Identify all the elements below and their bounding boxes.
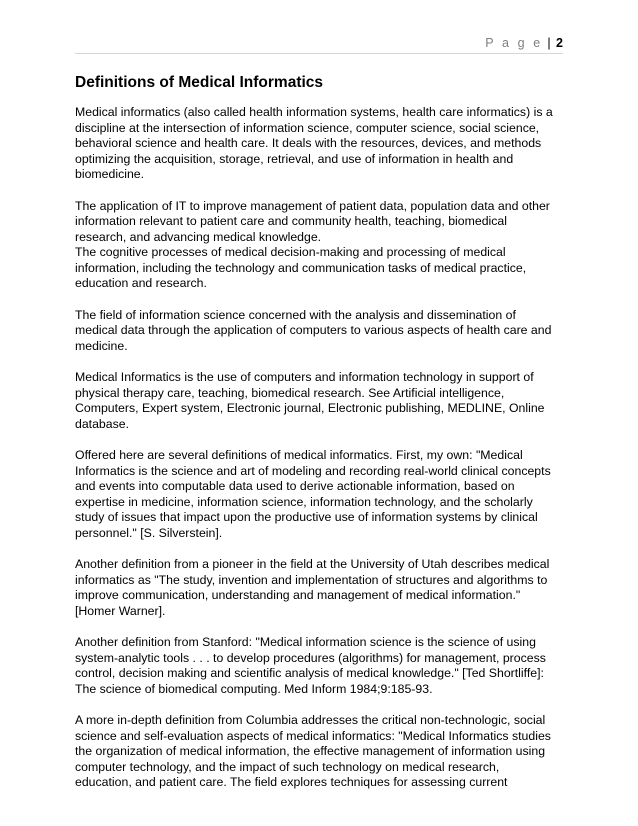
text-line: science and self-evaluation aspects of medical informatics: "Medical Informatics studies bbox=[75, 728, 551, 743]
paragraph-silverstein-definition bbox=[75, 448, 567, 541]
text-line: discipline at the intersection of information science, computer science, social science, bbox=[75, 120, 540, 135]
page-title: Definitions of Medical Informatics bbox=[75, 74, 324, 91]
text-line: medical data through the application of computers to various aspects of health care and bbox=[75, 323, 552, 337]
text-line: education and research. bbox=[75, 276, 207, 290]
text-line: research, and advancing medical knowledge. bbox=[75, 229, 322, 244]
page-header bbox=[75, 35, 563, 54]
text-line: physical therapy care, teaching, biomedical research. See Artificial intelligence, bbox=[75, 385, 505, 400]
text-line: medicine. bbox=[75, 338, 128, 353]
text-line: optimizing the acquisition, storage, retrieval, and use of information in health and bbox=[75, 151, 514, 166]
text-line: Computers, Expert system, Electronic journal, Electronic publishing, MEDLINE, Online bbox=[75, 401, 545, 415]
text-line: education, and patient care. The field explores techniques for assessing current bbox=[75, 775, 508, 789]
text-line: and events into computable data used to derive actionable information, based on bbox=[75, 479, 515, 493]
text-line: improve communication, understanding and management of medical information." bbox=[75, 588, 521, 602]
text-line: Informatics is the science and art of modeling and recording real-world clinical concepts bbox=[75, 463, 551, 478]
page-word: P a g e bbox=[485, 36, 543, 50]
text-line: The science of biomedical computing. Med Inform 1984;9:185-93. bbox=[75, 681, 433, 696]
text-line: Medical informatics (also called health information systems, health care informatics) is a bbox=[75, 105, 553, 119]
text-line: system-analytic tools . . . to develop procedures (algorithms) for management, process bbox=[75, 650, 546, 665]
text-line: control, decision making and scientific analysis of medical knowledge." [Ted Shortliffe]: bbox=[75, 666, 544, 680]
text-line: The field of information science concerned with the analysis and dissemination of bbox=[75, 307, 516, 322]
text-line: Another definition from Stanford: "Medical information science is the science of using bbox=[75, 635, 536, 649]
page-number: 2 bbox=[556, 36, 563, 50]
paragraph-application-of-it bbox=[75, 199, 567, 246]
paragraph-medical-informatics-definition bbox=[75, 105, 567, 183]
text-line: Medical Informatics is the use of computers and information technology in support of bbox=[75, 370, 534, 384]
text-line: personnel." [S. Silverstein]. bbox=[75, 525, 223, 540]
text-line: A more in-depth definition from Columbia addresses the critical non-technologic, social bbox=[75, 713, 546, 727]
paragraph-columbia-definition bbox=[75, 713, 567, 791]
text-line: The cognitive processes of medical decision-making and processing of medical bbox=[75, 245, 506, 259]
paragraph-stanford-definition bbox=[75, 635, 567, 697]
page-separator: | bbox=[547, 36, 551, 50]
text-line: computer technology, and the impact of such technology on medical research, bbox=[75, 759, 500, 774]
text-line: information, including the technology and communication tasks of medical practice, bbox=[75, 260, 527, 275]
paragraph-cognitive-processes bbox=[75, 245, 567, 292]
page-number-label bbox=[485, 35, 563, 51]
text-line: [Homer Warner]. bbox=[75, 603, 166, 618]
text-line: expertise in medicine, information science, information technology, and the scholarly bbox=[75, 494, 533, 509]
paragraph-information-science-field bbox=[75, 308, 567, 355]
text-line: information relevant to patient care and community health, teaching, biomedical bbox=[75, 214, 508, 228]
paragraph-utah-definition bbox=[75, 557, 567, 619]
text-line: behavioral science and health care. It deals with the resources, devices, and methods bbox=[75, 136, 542, 150]
document-body bbox=[75, 105, 567, 807]
paragraph-computers-and-it bbox=[75, 370, 567, 432]
text-line: informatics as "The study, invention and implementation of structures and algorithms to bbox=[75, 572, 548, 587]
text-line: Another definition from a pioneer in the field at the University of Utah describes medical bbox=[75, 557, 550, 571]
text-line: the organization of medical information, the effective management of information using bbox=[75, 744, 546, 758]
text-line: study of issues that impact upon the productive use of information systems by clinical bbox=[75, 510, 538, 524]
text-line: database. bbox=[75, 416, 130, 431]
text-line: The application of IT to improve management of patient data, population data and other bbox=[75, 198, 550, 213]
text-line: Offered here are several definitions of medical informatics. First, my own: "Medical bbox=[75, 448, 523, 462]
text-line: biomedicine. bbox=[75, 167, 145, 181]
